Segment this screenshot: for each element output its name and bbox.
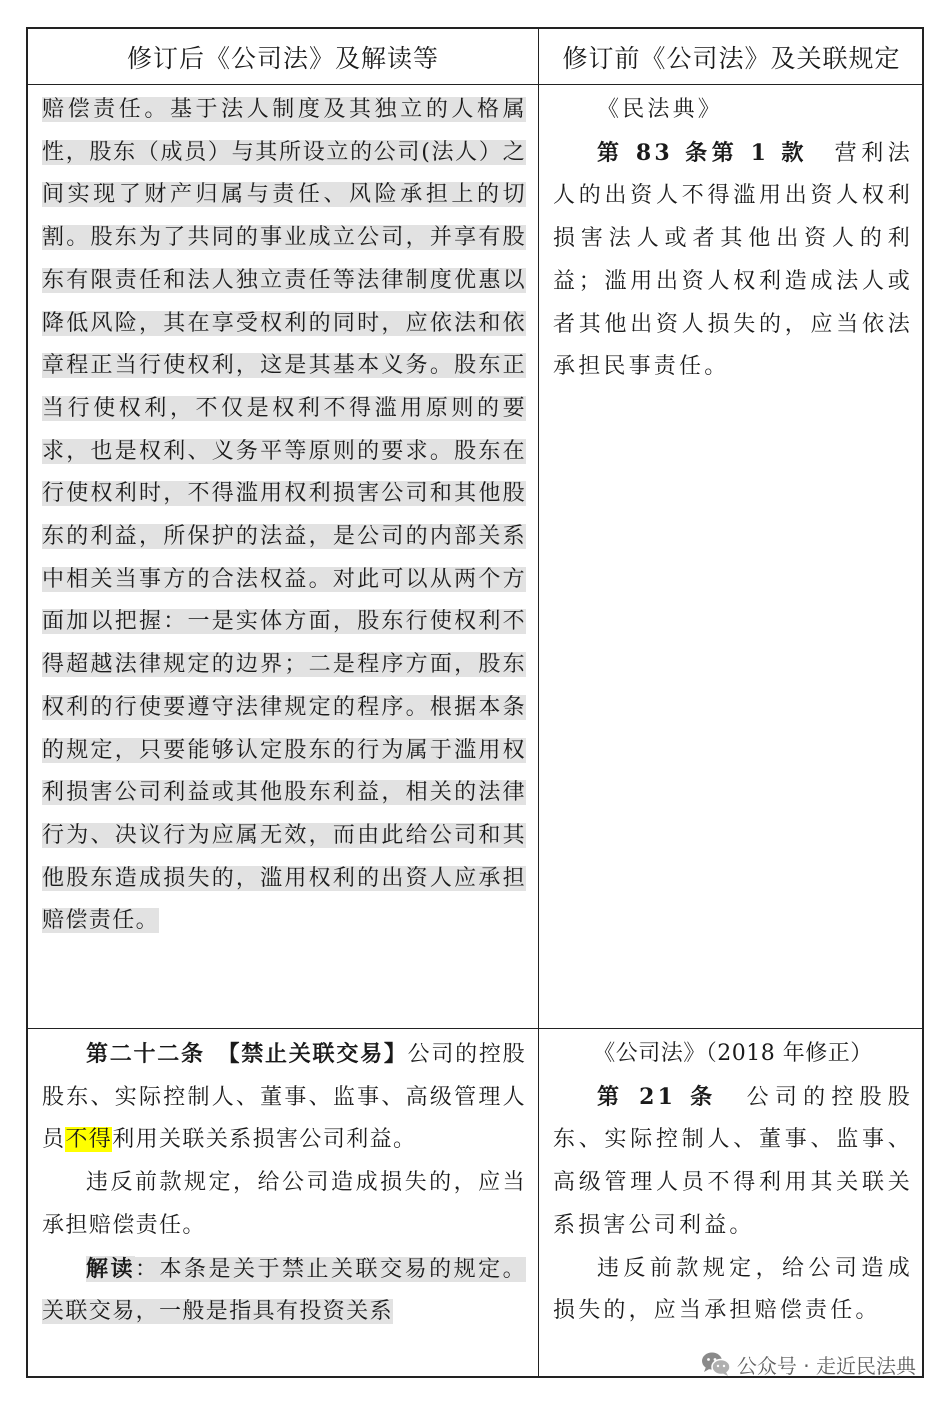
header-divider bbox=[28, 84, 922, 85]
watermark-text: 公众号 · 走近民法典 bbox=[736, 1353, 916, 1378]
row1-left-paragraph bbox=[42, 89, 526, 943]
article-22-text-a: 公司的控股股东、实际控制人、董事、监事、高级管理人员 bbox=[42, 1042, 526, 1153]
row1-right-cell bbox=[553, 89, 913, 1024]
company-law-article-text: 公司的控股股东、实际控制人、董事、监事、高级管理人员不得利用其关联关系损害公司利益。 bbox=[553, 1084, 913, 1238]
civil-code-article-no: 第 83 条第 1 款 bbox=[597, 139, 808, 166]
interpretation-text: ：本条是关于禁止关联交易的规定。关联交易，一般是指具有投资关系 bbox=[42, 1256, 526, 1325]
civil-code-title: 《民法典》 bbox=[597, 97, 724, 122]
comparison-table bbox=[26, 27, 924, 1378]
company-law-article-no: 第 21 条 bbox=[597, 1083, 719, 1110]
header-left: 修订后《公司法》及解读等 bbox=[126, 43, 439, 73]
interpretation-label: 解读 bbox=[86, 1255, 136, 1282]
article-22-number: 第二十二条 bbox=[86, 1041, 205, 1067]
company-law-article bbox=[553, 1076, 913, 1248]
row2-left-cell bbox=[42, 1033, 526, 1376]
row-divider bbox=[28, 1028, 922, 1029]
highlighted-text: 不得 bbox=[65, 1127, 113, 1153]
article-22-text-b: 利用关联关系损害公司利益。 bbox=[112, 1127, 417, 1153]
company-law-para2: 违反前款规定，给公司造成损失的，应当承担赔偿责任。 bbox=[553, 1255, 913, 1324]
civil-code-article bbox=[553, 132, 913, 389]
article-22-para2: 违反前款规定，给公司造成损失的，应当承担赔偿责任。 bbox=[42, 1170, 526, 1238]
row1-left-cell bbox=[42, 89, 526, 1024]
column-divider bbox=[538, 29, 539, 1376]
article-22-para1 bbox=[42, 1033, 526, 1162]
article-22-title: 【禁止关联交易】 bbox=[228, 1041, 408, 1067]
watermark bbox=[701, 1348, 916, 1380]
company-law-2018-title: 《公司法》（2018 年修正） bbox=[593, 1041, 873, 1066]
header-right: 修订前《公司法》及关联规定 bbox=[562, 43, 901, 73]
row1-left-text: 赔偿责任。基于法人制度及其独立的人格属性，股东（成员）与其所设立的公司(法人）之间实现了财产归属与责任、风险承担上的切割。股东为了共同的事业成立公司，并享有股东有限责任和法人独立责任等法律制度优惠以降低风险，其在享受权利的同时，应依法和依章程正当行使权利，这是其基本义务。股东正当行使权利，不仅是权利不得滥用原则的要求，也是权利、义务平等原则的要求。股东在行使权利时，不得滥用权利损害公司和其他股东的利益，所保护的法益，是公司的内部关系中相关当事方的合法权益。对此可以从两个方面加以把握：一是实体方面，股东行使权利不得超越法律规定的边界；二是程序方面，股东权利的行使要遵守法律规定的程序。根据本条的规定，只要能够认定股东的行为属于滥用权利损害公司利益或其他股东利益，相关的法律行为、决议行为应属无效，而由此给公司和其他股东造成损失的，滥用权利的出资人应承担赔偿责任。 bbox=[42, 97, 526, 934]
civil-code-article-text: 营利法人的出资人不得滥用出资人权利损害法人或者其他出资人的利益；滥用出资人权利造成法人或者其他出资人损失的，应当依法承担民事责任。 bbox=[553, 140, 913, 380]
interpretation-paragraph bbox=[42, 1248, 526, 1334]
wechat-icon bbox=[701, 1351, 731, 1377]
row2-right-cell bbox=[553, 1033, 913, 1376]
